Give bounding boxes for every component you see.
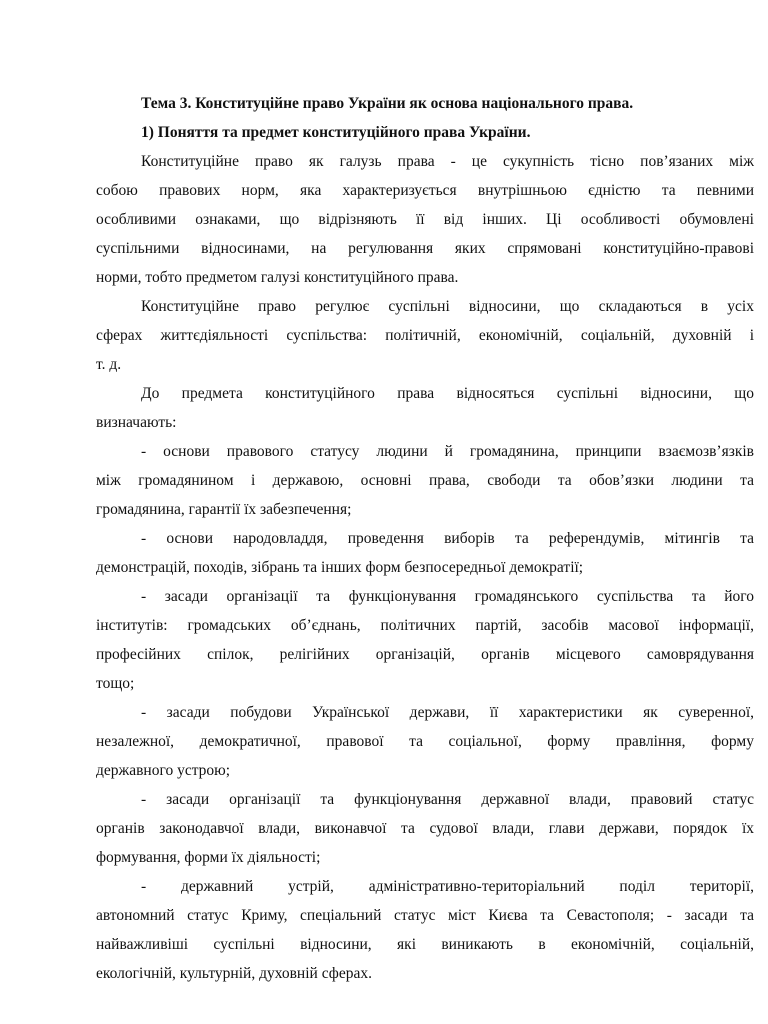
list-item-line: - основи народовладдя, проведення виборів та референдумів, мітингів та — [141, 530, 754, 547]
paragraph-line: До предмета конституційного права відносяться суспільні відносини, що — [141, 385, 754, 402]
paragraph-line: Конституційне право регулює суспільні відносини, що складаються в усіх — [141, 298, 754, 315]
document-title: Тема 3. Конституційне право України як основа національного права. — [141, 95, 634, 112]
paragraph-line: суспільними відносинами, на регулювання яких спрямовані конституційно-правові — [96, 240, 754, 257]
list-item-line: - засади організації та функціонування державної влади, правовий статус — [141, 791, 754, 808]
list-item-line: автономний статус Криму, спеціальний статус міст Києва та Севастополя; - засади та — [96, 907, 754, 924]
list-item-line: державного устрою; — [96, 762, 231, 779]
section-heading: 1) Поняття та предмет конституційного права України. — [141, 124, 531, 141]
paragraph-line: особливими ознаками, що відрізняють її від інших. Ці особливості обумовлені — [96, 211, 754, 228]
list-item-line: - основи правового статусу людини й громадянина, принципи взаємозв’язків — [141, 443, 754, 460]
list-item-line: інститутів: громадських об’єднань, політичних партій, засобів масової інформації, — [96, 617, 754, 634]
list-item-line: незалежної, демократичної, правової та соціальної, форму правління, форму — [96, 733, 754, 750]
paragraph-line: сферах життєдіяльності суспільства: політичній, економічній, соціальній, духовній і — [96, 327, 754, 344]
list-item-line: формування, форми їх діяльності; — [96, 849, 321, 866]
list-item-line: громадянина, гарантії їх забезпечення; — [96, 501, 352, 518]
paragraph-line: норми, тобто предметом галузі конституційного права. — [96, 269, 459, 286]
list-item-line: демонстрацій, походів, зібрань та інших форм безпосередньої демократії; — [96, 559, 584, 576]
paragraph-line: Конституційне право як галузь права - це сукупність тісно пов’язаних між — [141, 153, 754, 170]
list-item-line: екологічній, культурній, духовній сферах. — [96, 965, 372, 982]
paragraph-line: собою правових норм, яка характеризується внутрішньою єдністю та певними — [96, 182, 754, 199]
paragraph-line: визначають: — [96, 414, 177, 431]
list-item-line: між громадянином і державою, основні права, свободи та обов’язки людини та — [96, 472, 754, 489]
list-item-line: тощо; — [96, 675, 135, 692]
list-item-line: найважливіші суспільні відносини, які виникають в економічній, соціальній, — [96, 936, 754, 953]
list-item-line: - державний устрій, адміністративно-територіальний поділ території, — [141, 878, 754, 895]
list-item-line: - засади організації та функціонування громадянського суспільства та його — [141, 588, 754, 605]
list-item-line: професійних спілок, релігійних організацій, органів місцевого самоврядування — [96, 646, 754, 663]
paragraph-line: т. д. — [96, 356, 122, 373]
list-item-line: органів законодавчої влади, виконавчої та судової влади, глави держави, порядок їх — [96, 820, 754, 837]
list-item-line: - засади побудови Української держави, її характеристики як суверенної, — [141, 704, 754, 721]
